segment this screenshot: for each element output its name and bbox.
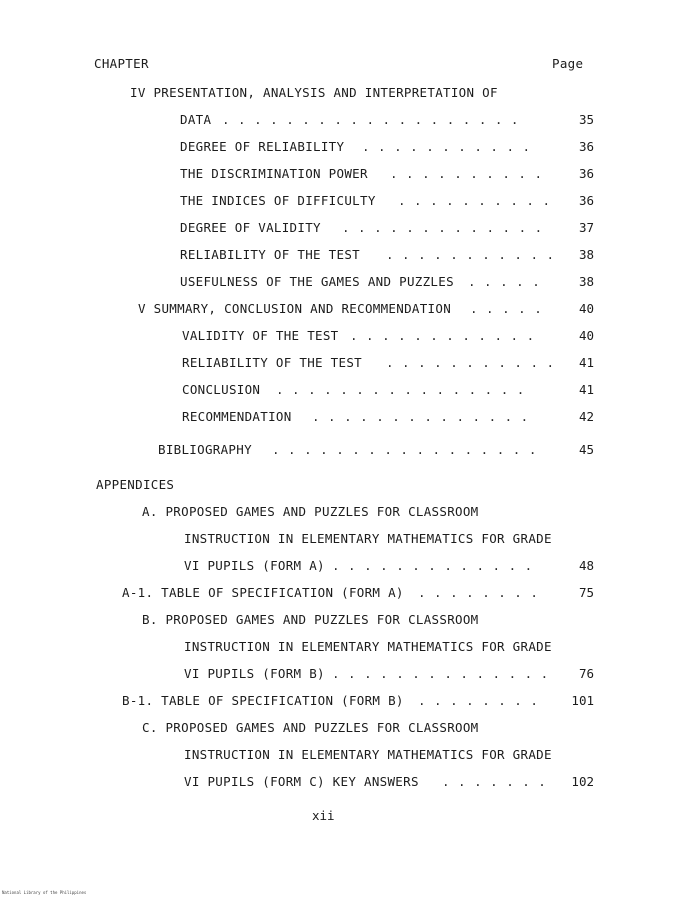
dot-leader: . . . . . . . . . . . . [350, 328, 535, 343]
footer-text: National Library of the Philippines [2, 890, 87, 895]
toc-entry-page: 36 [578, 139, 594, 154]
toc-entry-page: 40 [578, 301, 594, 316]
toc-entry-page: 76 [578, 666, 594, 681]
toc-entry-page: 42 [578, 409, 594, 424]
toc-entry-page: 40 [578, 328, 594, 343]
appendix-c-line2: INSTRUCTION IN ELEMENTARY MATHEMATICS FOR GRADE [184, 747, 552, 762]
toc-entry-label: CONCLUSION [182, 382, 261, 397]
toc-entry-page: 75 [578, 585, 594, 600]
toc-entry-label: DATA [180, 112, 212, 127]
toc-entry-page: 38 [578, 247, 594, 262]
toc-entry-page: 37 [578, 220, 594, 235]
bibliography-label: BIBLIOGRAPHY [158, 442, 252, 457]
dot-leader: . . . . . . . . [418, 585, 539, 600]
appendix-a-line1: A. PROPOSED GAMES AND PUZZLES FOR CLASSROOM [142, 504, 479, 519]
toc-entry-page: 38 [578, 274, 594, 289]
toc-entry-page: 41 [578, 355, 594, 370]
dot-leader: . . . . . . . . . . . . . . [332, 666, 549, 681]
dot-leader: . . . . . . . [442, 774, 547, 789]
dot-leader: . . . . . . . . . . . [362, 139, 531, 154]
page-header: Page [552, 56, 584, 71]
chapter-header: CHAPTER [94, 56, 149, 71]
toc-entry-page: 36 [578, 166, 594, 181]
dot-leader: . . . . . . . . . . . . . [332, 558, 533, 573]
appendix-a1-line1: A-1. TABLE OF SPECIFICATION (FORM A) [122, 585, 404, 600]
toc-entry-page: 35 [578, 112, 594, 127]
toc-entry-page: 48 [578, 558, 594, 573]
appendices-heading: APPENDICES [96, 477, 175, 492]
toc-entry-label: THE INDICES OF DIFFICULTY [180, 193, 376, 208]
toc-entry-label: USEFULNESS OF THE GAMES AND PUZZLES [180, 274, 454, 289]
chapter-iv-title: IV PRESENTATION, ANALYSIS AND INTERPRETATION OF [130, 85, 498, 100]
appendix-b-line1: B. PROPOSED GAMES AND PUZZLES FOR CLASSROOM [142, 612, 479, 627]
dot-leader: . . . . . [468, 274, 541, 289]
dot-leader: . . . . . . . . . . . . . . . . . [272, 442, 537, 457]
appendix-c-line3: VI PUPILS (FORM C) KEY ANSWERS [184, 774, 419, 789]
toc-entry-page: 102 [571, 774, 594, 789]
appendix-b1-line1: B-1. TABLE OF SPECIFICATION (FORM B) [122, 693, 404, 708]
dot-leader: . . . . . [470, 301, 543, 316]
toc-entry-label: RELIABILITY OF THE TEST [182, 355, 362, 370]
toc-entry-page: 36 [578, 193, 594, 208]
dot-leader: . . . . . . . . . . . . . . [312, 409, 529, 424]
toc-entry-page: 101 [571, 693, 594, 708]
dot-leader: . . . . . . . . . . . . . . . . [276, 382, 525, 397]
appendix-c-line1: C. PROPOSED GAMES AND PUZZLES FOR CLASSROOM [142, 720, 479, 735]
appendix-b-line2: INSTRUCTION IN ELEMENTARY MATHEMATICS FOR GRADE [184, 639, 552, 654]
toc-entry-label: DEGREE OF VALIDITY [180, 220, 321, 235]
toc-entry-page: 41 [578, 382, 594, 397]
appendix-b-line3: VI PUPILS (FORM B) [184, 666, 325, 681]
toc-entry-label: RELIABILITY OF THE TEST [180, 247, 360, 262]
dot-leader: . . . . . . . . . . . [386, 355, 555, 370]
dot-leader: . . . . . . . . . . [398, 193, 551, 208]
appendix-a-line3: VI PUPILS (FORM A) [184, 558, 325, 573]
toc-entry-label: DEGREE OF RELIABILITY [180, 139, 345, 154]
dot-leader: . . . . . . . . . . . . . . . . . . . [222, 112, 519, 127]
appendix-a-line2: INSTRUCTION IN ELEMENTARY MATHEMATICS FOR GRADE [184, 531, 552, 546]
chapter-v-title: V SUMMARY, CONCLUSION AND RECOMMENDATION [138, 301, 452, 316]
toc-entry-page: 45 [578, 442, 594, 457]
page-number: xii [312, 808, 335, 823]
dot-leader: . . . . . . . . . . [390, 166, 543, 181]
dot-leader: . . . . . . . . . . . . . [342, 220, 543, 235]
toc-entry-label: VALIDITY OF THE TEST [182, 328, 339, 343]
toc-entry-label: RECOMMENDATION [182, 409, 292, 424]
dot-leader: . . . . . . . . [418, 693, 539, 708]
dot-leader: . . . . . . . . . . . [386, 247, 555, 262]
toc-entry-label: THE DISCRIMINATION POWER [180, 166, 368, 181]
